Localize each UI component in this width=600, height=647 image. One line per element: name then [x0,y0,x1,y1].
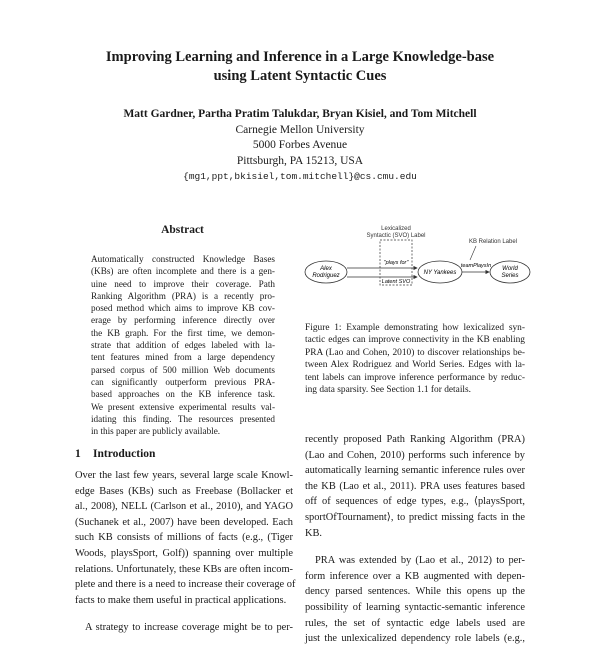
abstract-line: posed method which aims to improve KB cov- [91,303,275,314]
intro-left-column [75,468,296,636]
body-line: just the unlexicalized dependency role labels (e.g., [305,633,525,645]
fig-edge-svo-label: "plays for" [383,260,409,266]
fig-edge-latent-label: Latent SVO [381,279,411,285]
caption-line: tween Alex Rodriguez and World Series. Edges with la- [305,360,525,371]
body-line: rules, the set of syntactic edge labels used are [305,617,525,629]
section-number: 1 [75,448,81,460]
body-line: dency parsed sentences. While this opens up the [305,586,525,598]
body-line: automatically learning semantic inference rules over [305,465,525,477]
body-line: edge Bases (KBs) such as Freebase (Bollacker et [75,485,293,497]
abstract-line: Automatically constructed Knowledge Bases [91,254,275,264]
paper-title [0,48,600,86]
fig-node-alex-label-1: Alex [320,266,332,272]
body-line: such KB consists of millions of facts (e.g., (Tiger [75,532,293,544]
body-line: KB. [305,527,323,539]
body-line: possibility of learning syntactic-semantic inference [305,601,525,613]
section-1-heading [75,448,155,460]
author-block [0,107,600,185]
figure-1-diagram [300,216,535,296]
fig-label-kb-relation: KB Relation Label [468,239,518,245]
abstract-line: erage by performing inference directly over [91,315,275,326]
abstract-body [91,253,275,437]
body-line: Over the last few years, several large scale Knowl- [75,470,293,481]
author-emails: {mg1,ppt,bkisiel,tom.mitchell}@cs.cmu.edu [183,171,417,182]
caption-line: ing data sparsity. See Section 1.1 for details. [305,385,472,396]
fig-node-alex [305,261,347,283]
body-line: Woods, playsSport, Golf)) spanning over multiple [75,547,293,559]
body-line: plete and there is a need to increase their coverage of [75,579,296,591]
affiliation: Carnegie Mellon University [235,123,365,136]
abstract-line: (KBs) are often incomplete and there is a gen- [91,266,275,277]
body-line: the KB (Lao et al., 2011). PRA uses features based [305,480,525,492]
author-names: Matt Gardner, Partha Pratim Talukdar, Bryan Kisiel, and Tom Mitchell [123,108,477,120]
intro-right-column [305,432,525,647]
body-line: PRA was extended by (Lao et al., 2012) to per- [315,555,525,567]
fig-label-lexicalized: Lexicalized [381,226,411,232]
abstract-line: We present extensive experimental results val- [91,401,275,412]
abstract-line: parsed corpus of 500 million Web documents [91,364,275,375]
abstract-line: uine need to improve their coverage. Path [91,278,275,289]
abstract-heading: Abstract [161,224,204,236]
title-line-2: using Latent Syntactic Cues [213,68,387,84]
fig-node-world-label-2: Series [501,273,519,279]
body-line: recently proposed Path Ranking Algorithm (PRA) [305,434,525,445]
fig-pointer-kb [470,246,476,260]
caption-line: PRA (Lao and Cohen, 2010) to discover relationships be- [305,347,525,358]
fig-node-world-series [490,261,530,283]
body-line: al., 2008), NELL (Carlson et al., 2010), and YAGO [75,501,293,513]
caption-line: tactic edges can improve connectivity in the KB enabling [305,335,525,346]
abstract-line: in this paper are publicly available. [91,426,221,437]
abstract-line: idating this finding. The resources presented [91,413,275,424]
abstract-line: Ranking Algorithm (PRA) is a recently pro- [91,290,275,301]
title-line-1: Improving Learning and Inference in a Large Knowledge-base [105,49,495,65]
body-line: relations. Unfortunately, these KBs are often incom- [75,563,293,575]
abstract-line: strate that addition of edges labeled with la- [91,340,275,351]
body-line: sportOfTournament⟩, to predict missing facts in the [305,511,525,523]
fig-edge-kb-label: teamPlaysIn [460,263,492,269]
body-line: off of sequences of edge types, e.g., ⟨playsSport, [305,496,525,508]
fig-label-syntactic: Syntactic (SVO) Label [366,233,426,239]
body-line: A strategy to increase coverage might be to per- [85,622,293,634]
address-line-1: 5000 Forbes Avenue [252,139,348,151]
address-line-2: Pittsburgh, PA 15213, USA [236,154,364,167]
caption-line: Figure 1: Example demonstrating how lexicalized syn- [305,323,525,333]
body-line: facts to make them useful in practical applications. [75,594,287,606]
fig-node-world-label-1: World [502,266,518,272]
figure-1-caption [305,322,525,396]
abstract-line: tent features mined from a large dependency [91,352,275,363]
section-title: Introduction [93,448,156,460]
body-line: form inference over a KB augmented with depen- [305,570,525,582]
body-line: (Lao and Cohen, 2010) performs such inference by [305,449,525,461]
fig-node-nyyankees-label: NY Yankees [423,270,457,276]
fig-node-alex-label-2: Rodriguez [312,273,340,279]
abstract-line: can significantly outperform previous PRA- [91,376,275,387]
body-line: (Suchanek et al., 2007) have been developed. Each [75,516,293,528]
abstract-line: the KB graph. For the first time, we demon- [91,327,275,338]
caption-line: tent labels can improve inference performance by reduc- [305,372,525,383]
abstract-line: based approaches on the KB inference task. [91,389,275,400]
